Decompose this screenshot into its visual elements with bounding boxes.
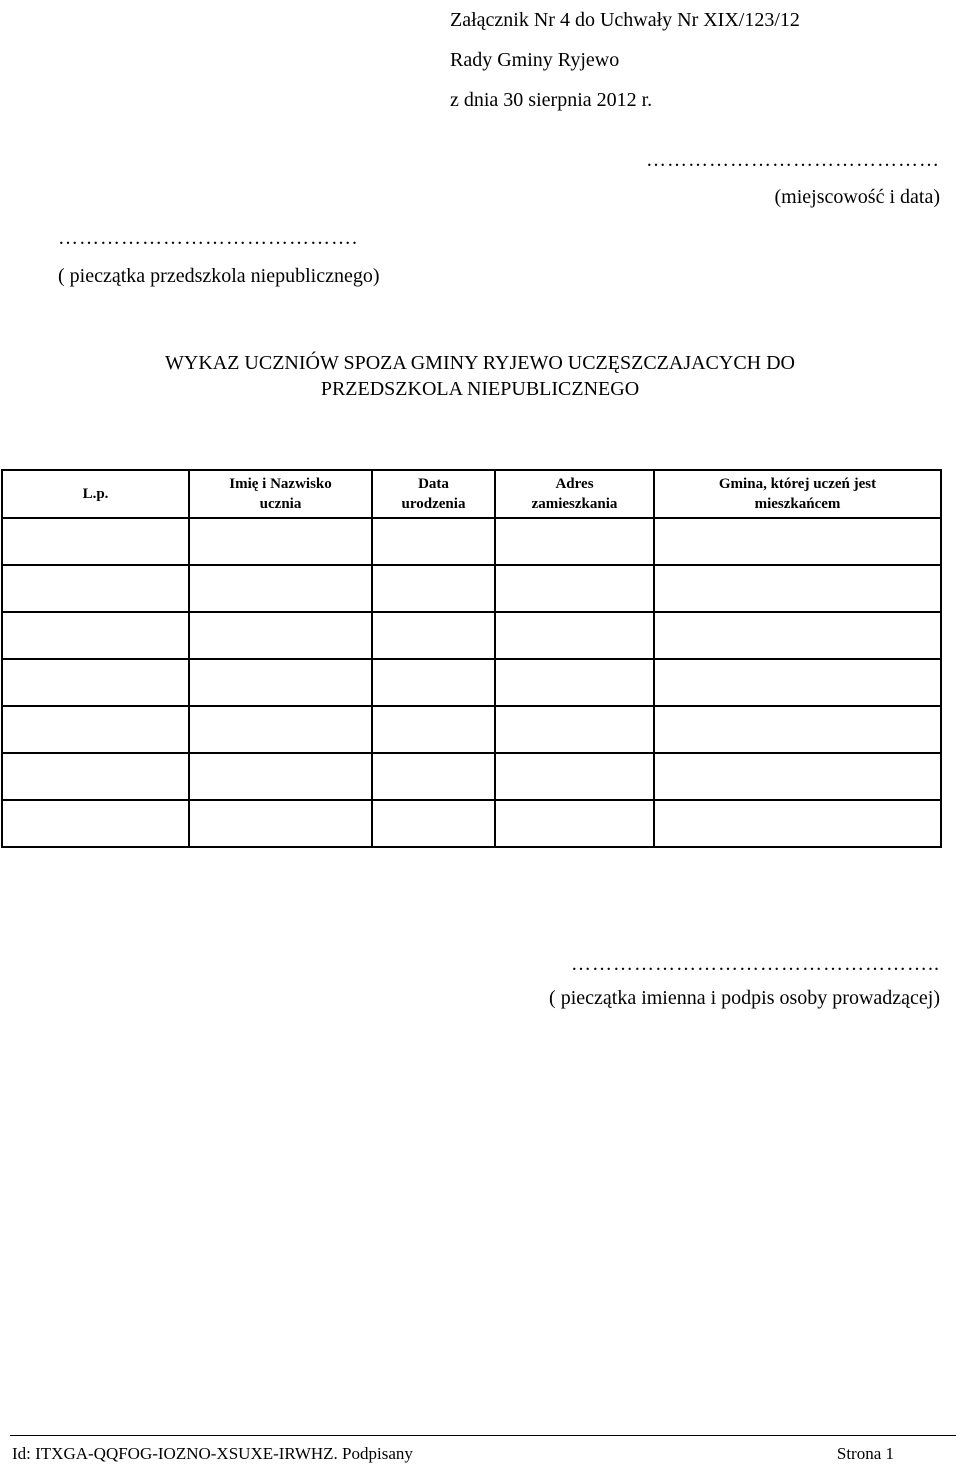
table-cell bbox=[654, 565, 941, 612]
school-stamp-field bbox=[58, 223, 380, 299]
table-cell bbox=[2, 518, 189, 565]
place-date-label: (miejscowość i data) bbox=[774, 186, 940, 208]
table-cell bbox=[495, 518, 654, 565]
table-row bbox=[2, 800, 941, 847]
table-cell bbox=[2, 659, 189, 706]
table-cell bbox=[189, 612, 372, 659]
table-cell bbox=[2, 706, 189, 753]
title-line-1: WYKAZ UCZNIÓW SPOZA GMINY RYJEWO UCZĘSZCZAJACYCH DO bbox=[165, 352, 795, 374]
table-cell bbox=[654, 753, 941, 800]
table-cell bbox=[2, 753, 189, 800]
header-lp: L.p. bbox=[2, 470, 189, 518]
table-cell bbox=[372, 565, 495, 612]
table-cell bbox=[654, 659, 941, 706]
school-stamp-label: ( pieczątka przedszkola niepublicznego) bbox=[58, 265, 380, 287]
table-row bbox=[2, 753, 941, 800]
table-cell bbox=[372, 659, 495, 706]
page-number: Strona 1 bbox=[836, 1444, 894, 1463]
table-body bbox=[2, 518, 941, 847]
table-row bbox=[2, 612, 941, 659]
table-row bbox=[2, 565, 941, 612]
table-cell bbox=[2, 612, 189, 659]
signature-field bbox=[549, 950, 940, 1018]
table-cell bbox=[2, 800, 189, 847]
table-cell bbox=[654, 706, 941, 753]
table-cell bbox=[372, 612, 495, 659]
table-cell bbox=[495, 565, 654, 612]
table-cell bbox=[189, 659, 372, 706]
document-id: Id: ITXGA-QQFOG-IOZNO-XSUXE-IRWHZ. Podpisany bbox=[12, 1444, 413, 1463]
document-title bbox=[0, 350, 960, 402]
place-date-field bbox=[646, 145, 940, 219]
table-cell bbox=[495, 659, 654, 706]
footer-divider bbox=[10, 1435, 956, 1436]
table-cell bbox=[495, 753, 654, 800]
table-row bbox=[2, 706, 941, 753]
header-name: Imię i Nazwisko ucznia bbox=[189, 470, 372, 518]
table-cell bbox=[372, 706, 495, 753]
table-cell bbox=[495, 706, 654, 753]
table-cell bbox=[654, 800, 941, 847]
table-cell bbox=[189, 800, 372, 847]
table-cell bbox=[495, 612, 654, 659]
school-stamp-dots: ……………………………………. bbox=[58, 227, 358, 249]
table-cell bbox=[189, 518, 372, 565]
header-municipality: Gmina, której uczeń jest mieszkańcem bbox=[654, 470, 941, 518]
table-cell bbox=[189, 753, 372, 800]
attachment-line-1: Załącznik Nr 4 do Uchwały Nr XIX/123/12 bbox=[450, 9, 800, 31]
signature-dots: …………………………………………….. bbox=[571, 953, 940, 975]
table-cell bbox=[372, 518, 495, 565]
table-row bbox=[2, 518, 941, 565]
table-header-row bbox=[2, 470, 941, 518]
title-line-2: PRZEDSZKOLA NIEPUBLICZNEGO bbox=[320, 378, 640, 400]
table-cell bbox=[2, 565, 189, 612]
students-table bbox=[1, 469, 942, 848]
table-cell bbox=[654, 612, 941, 659]
attachment-line-3: z dnia 30 sierpnia 2012 r. bbox=[450, 89, 653, 111]
table-cell bbox=[189, 565, 372, 612]
header-birth-date: Data urodzenia bbox=[372, 470, 495, 518]
table-cell bbox=[654, 518, 941, 565]
signature-label: ( pieczątka imienna i podpis osoby prowadzącej) bbox=[549, 987, 940, 1009]
table-cell bbox=[372, 800, 495, 847]
attachment-line-2: Rady Gminy Ryjewo bbox=[450, 49, 620, 71]
header-address: Adres zamieszkania bbox=[495, 470, 654, 518]
table-cell bbox=[372, 753, 495, 800]
table-cell bbox=[189, 706, 372, 753]
attachment-header bbox=[450, 0, 800, 120]
table-cell bbox=[495, 800, 654, 847]
place-date-dots: …………………………………… bbox=[646, 149, 940, 171]
table-row bbox=[2, 659, 941, 706]
